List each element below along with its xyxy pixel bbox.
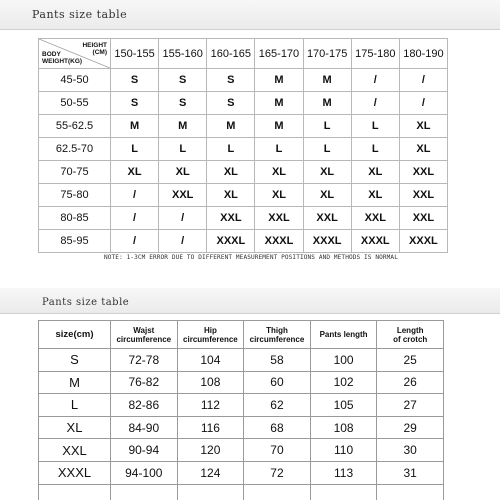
measurement-cell: 110 bbox=[310, 439, 377, 462]
size-cell: M bbox=[255, 69, 303, 92]
size-cell: M bbox=[207, 115, 255, 138]
table1-title: Pants size table bbox=[32, 8, 128, 21]
measurement-cell: 30 bbox=[377, 439, 444, 462]
size-cell: M bbox=[159, 115, 207, 138]
column-header-line: size(cm) bbox=[55, 329, 94, 340]
height-range-header: 165-170 bbox=[255, 39, 303, 69]
measurement-cell: 104 bbox=[177, 349, 244, 372]
table-row bbox=[39, 230, 448, 253]
measurement-cell: 116 bbox=[177, 416, 244, 439]
size-label-cell: L bbox=[39, 394, 111, 417]
size-cell: XL bbox=[255, 184, 303, 207]
size-cell: XXL bbox=[399, 184, 447, 207]
measurement-cell: 26 bbox=[377, 371, 444, 394]
column-header-line: Pants length bbox=[319, 330, 368, 339]
measurement-cell: 100 bbox=[310, 349, 377, 372]
table-row bbox=[39, 439, 444, 462]
column-header-line: Thigh bbox=[266, 325, 288, 335]
weight-range-cell: 62.5-70 bbox=[39, 138, 111, 161]
size-cell: XXXL bbox=[255, 230, 303, 253]
size-cell: M bbox=[303, 69, 351, 92]
height-label: HEIGHT bbox=[82, 42, 107, 49]
size-label-cell: XXL bbox=[39, 439, 111, 462]
size-cell: / bbox=[351, 92, 399, 115]
measurement-cell: 76-82 bbox=[111, 371, 178, 394]
size-cell: XL bbox=[303, 161, 351, 184]
empty-cell bbox=[177, 484, 244, 500]
table-row bbox=[39, 161, 448, 184]
column-header bbox=[377, 321, 444, 349]
table2-header-row bbox=[39, 321, 444, 349]
measurement-cell: 68 bbox=[244, 416, 311, 439]
table-row bbox=[39, 371, 444, 394]
size-cell: XL bbox=[399, 138, 447, 161]
column-header-line: of crotch bbox=[393, 334, 428, 344]
size-cell: XL bbox=[255, 161, 303, 184]
size-cell: M bbox=[255, 115, 303, 138]
size-cell: XL bbox=[351, 184, 399, 207]
size-cell: L bbox=[159, 138, 207, 161]
section-header-band bbox=[0, 0, 500, 30]
column-header-line: circumference bbox=[116, 334, 172, 344]
measurement-cell: 70 bbox=[244, 439, 311, 462]
measurement-cell: 62 bbox=[244, 394, 311, 417]
size-cell: XL bbox=[207, 161, 255, 184]
table-row bbox=[39, 115, 448, 138]
weight-range-cell: 70-75 bbox=[39, 161, 111, 184]
size-cell: XXL bbox=[303, 207, 351, 230]
size-cell: / bbox=[159, 207, 207, 230]
measurement-cell: 113 bbox=[310, 461, 377, 484]
size-cell: / bbox=[111, 207, 159, 230]
size-cell: S bbox=[207, 92, 255, 115]
measurement-cell: 108 bbox=[177, 371, 244, 394]
size-cell: XXL bbox=[399, 207, 447, 230]
table2-title: Pants size table bbox=[42, 297, 130, 308]
size-cell: XXL bbox=[255, 207, 303, 230]
weight-range-cell: 55-62.5 bbox=[39, 115, 111, 138]
size-cell: XL bbox=[207, 184, 255, 207]
measurement-cell: 72 bbox=[244, 461, 311, 484]
size-cell: L bbox=[351, 138, 399, 161]
measurement-cell: 72-78 bbox=[111, 349, 178, 372]
size-cell: XXL bbox=[159, 184, 207, 207]
measurement-cell: 31 bbox=[377, 461, 444, 484]
size-cell: S bbox=[159, 92, 207, 115]
measurement-note: NOTE: 1-3CM ERROR DUE TO DIFFERENT MEASUREMENT POSITIONS AND METHODS IS NORMAL bbox=[104, 254, 398, 261]
measurement-cell: 105 bbox=[310, 394, 377, 417]
measurement-cell: 60 bbox=[244, 371, 311, 394]
column-header bbox=[310, 321, 377, 349]
column-header bbox=[177, 321, 244, 349]
table-row bbox=[39, 92, 448, 115]
weight-range-cell: 75-80 bbox=[39, 184, 111, 207]
size-label-cell: M bbox=[39, 371, 111, 394]
measurement-cell: 58 bbox=[244, 349, 311, 372]
size-label-cell: XL bbox=[39, 416, 111, 439]
measurement-cell: 27 bbox=[377, 394, 444, 417]
weight-range-cell: 85-95 bbox=[39, 230, 111, 253]
size-cell: / bbox=[351, 69, 399, 92]
table1-body bbox=[39, 69, 448, 253]
size-label-cell: XXXL bbox=[39, 461, 111, 484]
table2-body bbox=[39, 349, 444, 500]
column-header-line: Length bbox=[396, 325, 424, 335]
size-cell: XL bbox=[159, 161, 207, 184]
size-cell: XXXL bbox=[399, 230, 447, 253]
empty-cell bbox=[244, 484, 311, 500]
size-cell: XXXL bbox=[351, 230, 399, 253]
measurement-cell: 120 bbox=[177, 439, 244, 462]
column-header-line: circumference bbox=[183, 334, 238, 344]
measurement-cell: 102 bbox=[310, 371, 377, 394]
size-cell: XXL bbox=[399, 161, 447, 184]
measurement-section bbox=[0, 288, 500, 500]
size-cell: L bbox=[303, 138, 351, 161]
size-cell: / bbox=[399, 69, 447, 92]
column-header-line: circumference bbox=[249, 334, 305, 344]
measurement-cell: 84-90 bbox=[111, 416, 178, 439]
table1-corner-cell bbox=[39, 39, 111, 69]
size-cell: S bbox=[207, 69, 255, 92]
height-axis-label bbox=[82, 42, 107, 56]
height-range-header: 170-175 bbox=[303, 39, 351, 69]
size-cell: XXXL bbox=[207, 230, 255, 253]
measurement-cell: 29 bbox=[377, 416, 444, 439]
height-range-header: 150-155 bbox=[111, 39, 159, 69]
size-cell: / bbox=[111, 184, 159, 207]
size-cell: M bbox=[255, 92, 303, 115]
height-range-header: 180-190 bbox=[399, 39, 447, 69]
weight-axis-label bbox=[42, 51, 82, 65]
size-cell: XL bbox=[111, 161, 159, 184]
table1-header-row bbox=[39, 39, 448, 69]
column-header bbox=[111, 321, 178, 349]
height-range-header: 175-180 bbox=[351, 39, 399, 69]
measurement-cell: 124 bbox=[177, 461, 244, 484]
size-cell: / bbox=[111, 230, 159, 253]
measurement-size-table bbox=[38, 320, 444, 500]
section-header-band bbox=[0, 288, 500, 314]
empty-cell bbox=[310, 484, 377, 500]
table-row bbox=[39, 416, 444, 439]
measurement-cell: 25 bbox=[377, 349, 444, 372]
weight-range-cell: 80-85 bbox=[39, 207, 111, 230]
table-row bbox=[39, 394, 444, 417]
weight-range-cell: 45-50 bbox=[39, 69, 111, 92]
height-range-header: 155-160 bbox=[159, 39, 207, 69]
size-label-cell: S bbox=[39, 349, 111, 372]
table-row bbox=[39, 207, 448, 230]
size-cell: / bbox=[399, 92, 447, 115]
measurement-cell: 112 bbox=[177, 394, 244, 417]
height-unit: (CM) bbox=[92, 49, 107, 56]
size-cell: M bbox=[111, 115, 159, 138]
size-cell: XL bbox=[303, 184, 351, 207]
measurement-cell: 82-86 bbox=[111, 394, 178, 417]
column-header-line: Hip bbox=[203, 325, 217, 335]
size-cell: XL bbox=[351, 161, 399, 184]
size-cell: L bbox=[207, 138, 255, 161]
measurement-cell: 94-100 bbox=[111, 461, 178, 484]
height-range-header: 160-165 bbox=[207, 39, 255, 69]
size-cell: XL bbox=[399, 115, 447, 138]
measurement-cell: 108 bbox=[310, 416, 377, 439]
body-label: BODY bbox=[42, 51, 61, 58]
empty-cell bbox=[39, 484, 111, 500]
measurement-cell: 90-94 bbox=[111, 439, 178, 462]
table-row bbox=[39, 184, 448, 207]
weight-unit-label: WEIGHT(KG) bbox=[42, 58, 83, 65]
size-cell: L bbox=[111, 138, 159, 161]
size-cell: L bbox=[303, 115, 351, 138]
column-header bbox=[39, 321, 111, 349]
size-cell: XXL bbox=[207, 207, 255, 230]
table-row bbox=[39, 69, 448, 92]
size-cell: S bbox=[111, 69, 159, 92]
column-header-line: Wajst bbox=[133, 325, 155, 335]
size-cell: XXL bbox=[351, 207, 399, 230]
height-weight-size-table bbox=[38, 38, 448, 253]
weight-range-cell: 50-55 bbox=[39, 92, 111, 115]
size-cell: L bbox=[351, 115, 399, 138]
table-row bbox=[39, 138, 448, 161]
size-cell: XXXL bbox=[303, 230, 351, 253]
size-cell: / bbox=[159, 230, 207, 253]
size-cell: S bbox=[159, 69, 207, 92]
empty-cell bbox=[111, 484, 178, 500]
size-cell: S bbox=[111, 92, 159, 115]
empty-row bbox=[39, 484, 444, 500]
table-row bbox=[39, 461, 444, 484]
table-row bbox=[39, 349, 444, 372]
column-header bbox=[244, 321, 311, 349]
size-cell: L bbox=[255, 138, 303, 161]
empty-cell bbox=[377, 484, 444, 500]
size-cell: M bbox=[303, 92, 351, 115]
